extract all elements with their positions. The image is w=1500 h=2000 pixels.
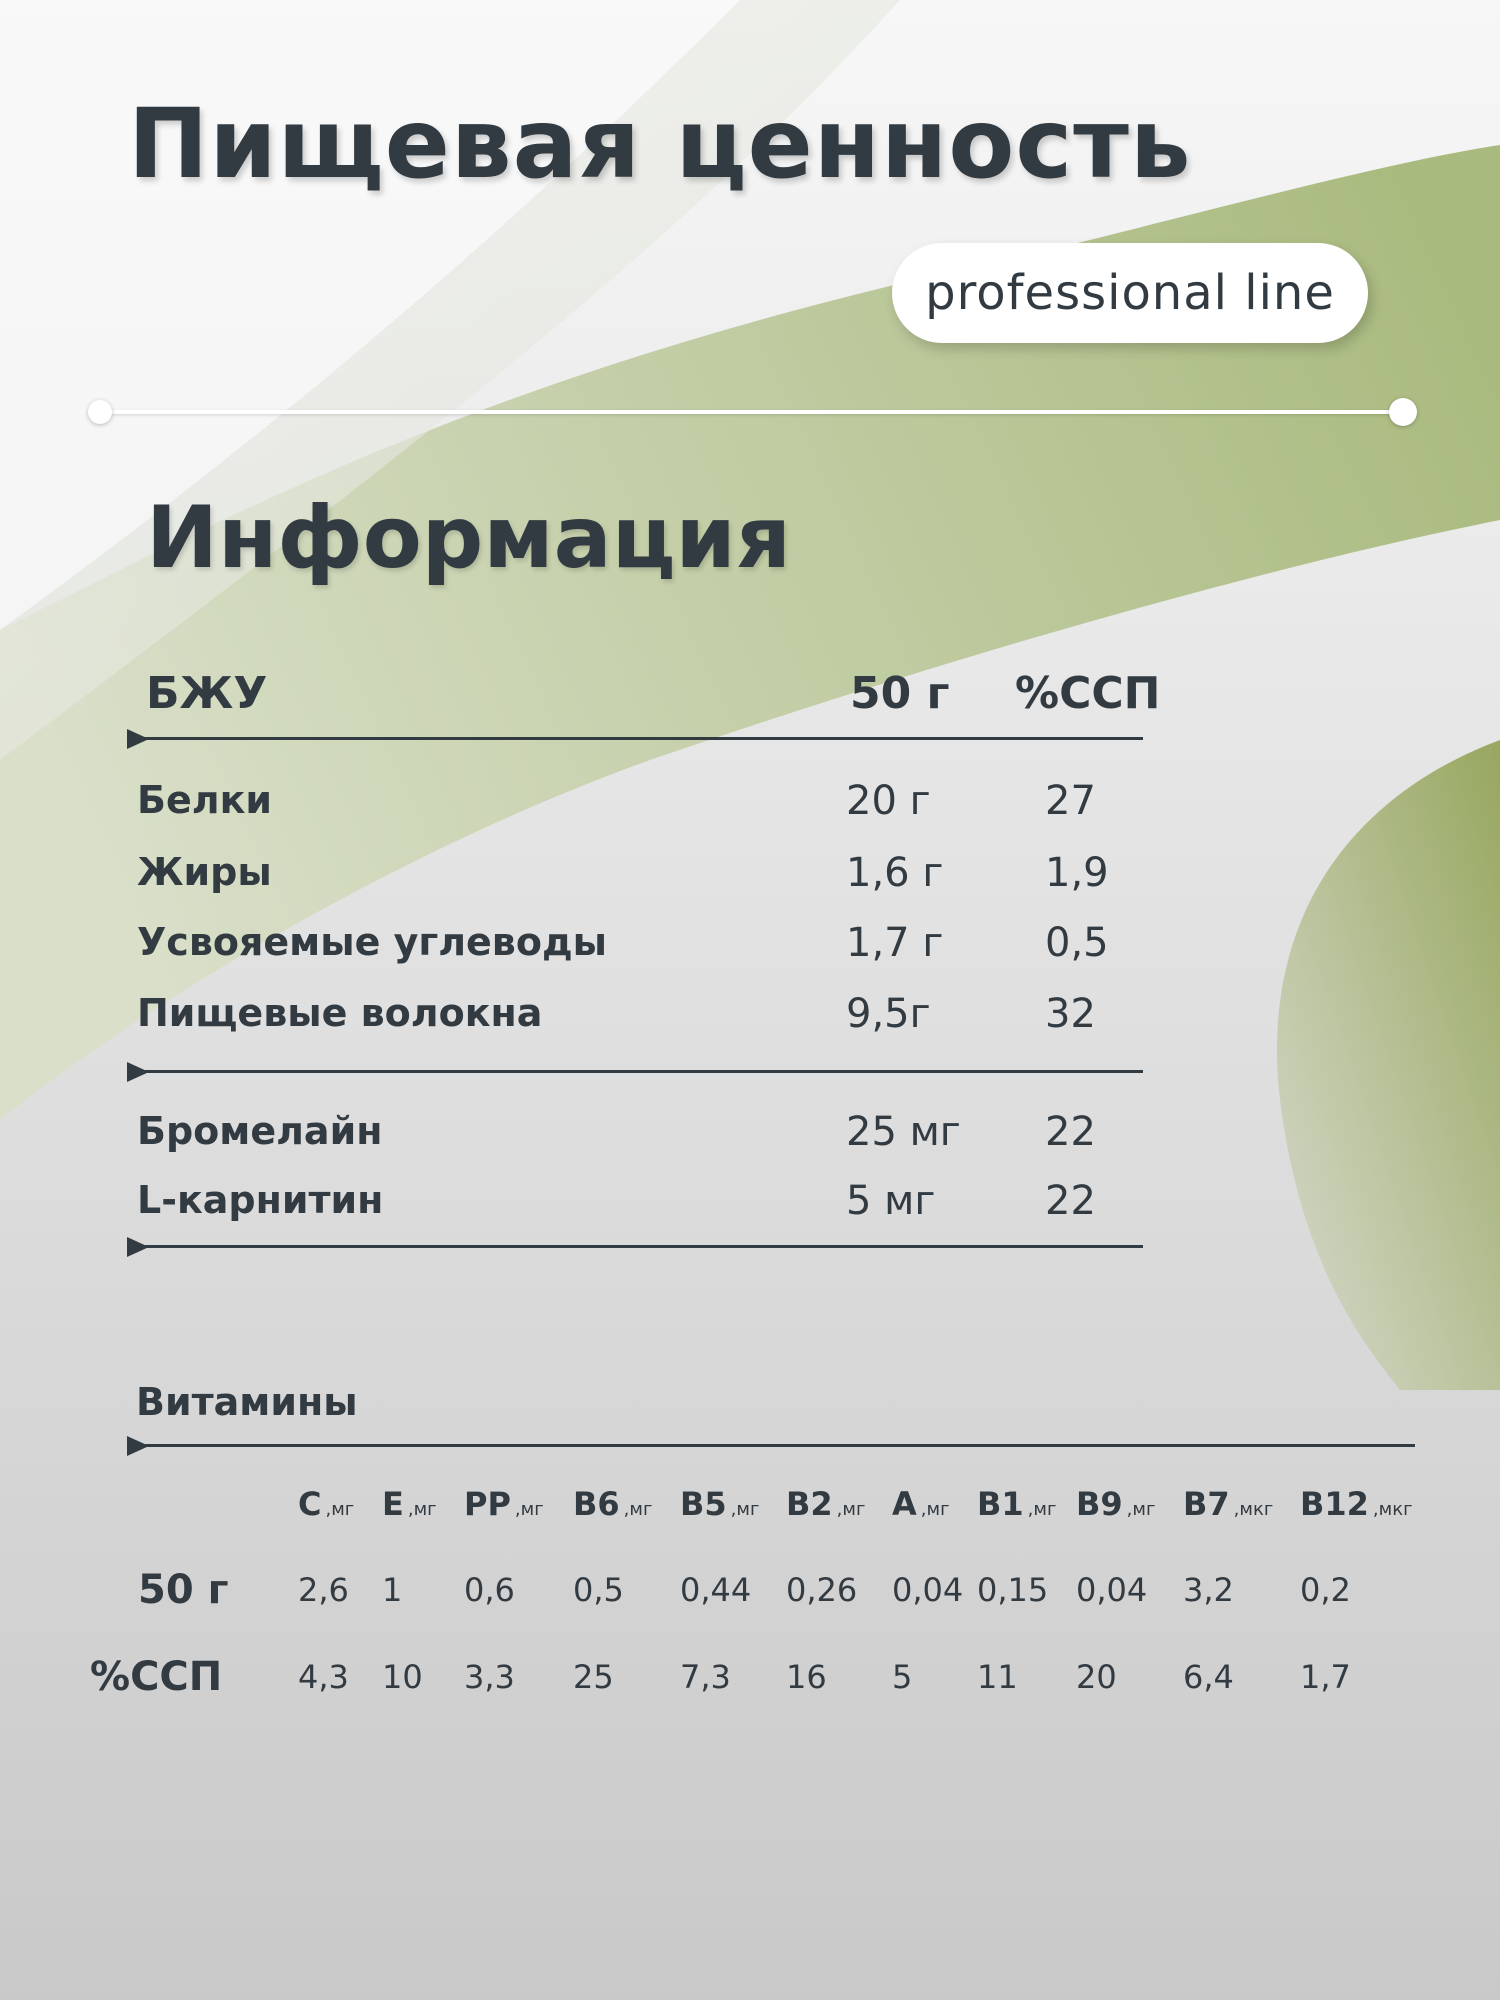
vitamin-column-header: B6 ,мг (573, 1485, 653, 1523)
vitamin-value: 10 (382, 1658, 423, 1696)
nutrient-amount: 20 г (846, 778, 931, 824)
vitamin-value: 0,04 (1076, 1571, 1148, 1609)
table-separator (140, 737, 1143, 740)
bju-heading: БЖУ (146, 668, 268, 719)
bju-percent-header: %ССП (1015, 668, 1161, 719)
divider-line (100, 410, 1400, 414)
row-label: %ССП (90, 1654, 223, 1700)
vitamin-column-header: A ,мг (892, 1485, 950, 1523)
vitamin-value: 4,3 (298, 1658, 349, 1696)
vitamin-value: 3,2 (1183, 1571, 1234, 1609)
section-title: Информация (146, 488, 791, 588)
bju-amount-header: 50 г (850, 668, 950, 719)
nutrient-percent: 22 (1045, 1178, 1096, 1224)
divider-end-dot (1389, 398, 1417, 426)
vitamin-value: 6,4 (1183, 1658, 1234, 1696)
vitamin-value: 0,44 (680, 1571, 752, 1609)
vitamin-value: 3,3 (464, 1658, 515, 1696)
nutrient-amount: 25 мг (846, 1109, 961, 1155)
nutrient-amount: 1,6 г (846, 850, 944, 896)
vitamin-column-header: C ,мг (298, 1485, 355, 1523)
vitamin-value: 5 (892, 1658, 913, 1696)
nutrient-label: Белки (137, 778, 272, 822)
nutrient-percent: 27 (1045, 778, 1096, 824)
nutrient-label: Бромелайн (137, 1109, 383, 1153)
vitamin-column-header: B9 ,мг (1076, 1485, 1156, 1523)
table-separator (140, 1070, 1143, 1073)
vitamin-value: 0,5 (573, 1571, 624, 1609)
nutrient-percent: 32 (1045, 991, 1096, 1037)
vitamin-value: 0,04 (892, 1571, 964, 1609)
vitamin-value: 1 (382, 1571, 403, 1609)
vitamin-value: 16 (786, 1658, 827, 1696)
vitamin-value: 0,26 (786, 1571, 858, 1609)
vitamin-column-header: B7 ,мкг (1183, 1485, 1274, 1523)
nutrient-percent: 1,9 (1045, 850, 1109, 896)
nutrient-label: Пищевые волокна (137, 991, 543, 1035)
vitamin-column-header: PP ,мг (464, 1485, 544, 1523)
nutrient-label: Усвояемые углеводы (137, 920, 608, 964)
vitamin-value: 7,3 (680, 1658, 731, 1696)
vitamin-column-header: B5 ,мг (680, 1485, 760, 1523)
nutrient-percent: 0,5 (1045, 920, 1109, 966)
vitamin-column-header: B12 ,мкг (1300, 1485, 1413, 1523)
vitamin-column-header: E ,мг (382, 1485, 437, 1523)
nutrient-amount: 5 мг (846, 1178, 936, 1224)
vitamin-value: 0,15 (977, 1571, 1049, 1609)
nutrient-amount: 1,7 г (846, 920, 944, 966)
vitamin-value: 0,2 (1300, 1571, 1351, 1609)
vitamin-value: 0,6 (464, 1571, 515, 1609)
vitamin-column-header: B1 ,мг (977, 1485, 1057, 1523)
vitamin-value: 20 (1076, 1658, 1117, 1696)
divider-start-dot (88, 400, 112, 424)
vitamins-heading: Витамины (136, 1380, 358, 1424)
nutrient-amount: 9,5г (846, 991, 931, 1037)
nutrient-label: L-карнитин (137, 1178, 384, 1222)
vitamin-value: 11 (977, 1658, 1018, 1696)
table-separator (140, 1245, 1143, 1248)
nutrient-percent: 22 (1045, 1109, 1096, 1155)
product-line-badge (892, 243, 1368, 343)
vitamin-value: 2,6 (298, 1571, 349, 1609)
table-separator (140, 1444, 1415, 1447)
vitamin-value: 25 (573, 1658, 614, 1696)
badge-label: professional line (925, 265, 1335, 321)
vitamin-value: 1,7 (1300, 1658, 1351, 1696)
row-label: 50 г (138, 1567, 229, 1613)
nutrient-label: Жиры (137, 850, 272, 894)
vitamin-column-header: B2 ,мг (786, 1485, 866, 1523)
page-title: Пищевая ценность (128, 88, 1192, 200)
